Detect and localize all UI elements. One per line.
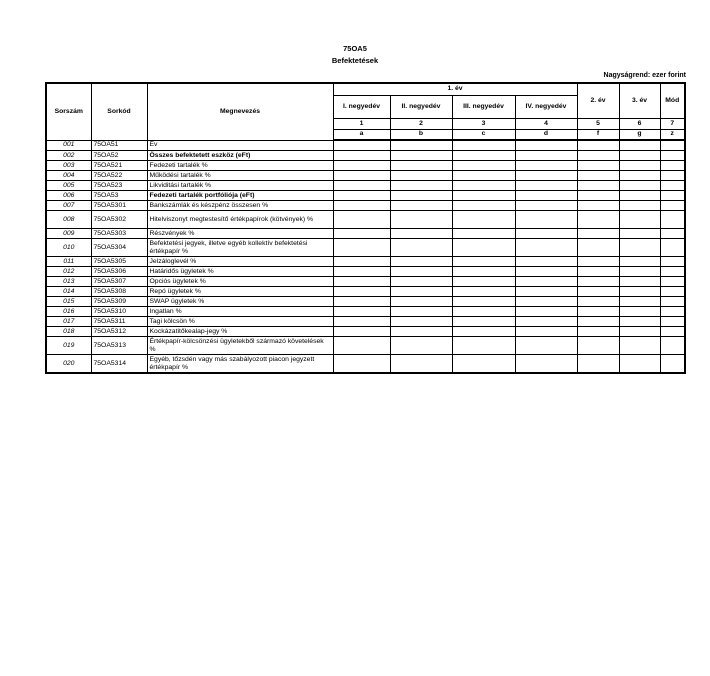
- value-cell[interactable]: [390, 277, 452, 287]
- row-code: 75OA521: [91, 161, 147, 171]
- value-cell[interactable]: [660, 171, 685, 181]
- value-cell[interactable]: [452, 211, 515, 229]
- value-cell[interactable]: [577, 201, 619, 211]
- value-cell[interactable]: [660, 317, 685, 327]
- table-row: [46, 337, 685, 355]
- value-cell[interactable]: [333, 307, 390, 317]
- value-cell[interactable]: [333, 161, 390, 171]
- table-row: [46, 257, 685, 267]
- value-cell[interactable]: [619, 211, 660, 229]
- col-number: 2: [390, 118, 452, 129]
- row-name: Jelzáloglevél %: [147, 257, 333, 267]
- value-cell[interactable]: [577, 239, 619, 257]
- row-number: 005: [46, 181, 91, 191]
- value-cell[interactable]: [390, 239, 452, 257]
- value-cell[interactable]: [619, 287, 660, 297]
- document-subtitle: Befektetések: [331, 56, 379, 65]
- row-number: 014: [46, 287, 91, 297]
- value-cell[interactable]: [515, 201, 577, 211]
- value-cell[interactable]: [390, 327, 452, 337]
- row-number: 004: [46, 171, 91, 181]
- header-q4: IV. negyedév: [515, 95, 577, 118]
- value-cell[interactable]: [577, 191, 619, 201]
- table-row: [46, 191, 685, 201]
- col-letter: d: [515, 129, 577, 140]
- value-cell[interactable]: [619, 171, 660, 181]
- value-cell[interactable]: [515, 297, 577, 307]
- table-row: [46, 267, 685, 277]
- value-cell[interactable]: [333, 267, 390, 277]
- value-cell[interactable]: [390, 257, 452, 267]
- row-code: 75OA53: [91, 191, 147, 201]
- value-cell[interactable]: [619, 337, 660, 355]
- row-number: 002: [46, 151, 91, 161]
- value-cell[interactable]: [452, 337, 515, 355]
- value-cell[interactable]: [515, 337, 577, 355]
- value-cell[interactable]: [452, 267, 515, 277]
- table-row: [46, 297, 685, 307]
- table-row: [46, 201, 685, 211]
- value-cell[interactable]: [619, 267, 660, 277]
- row-number: 009: [46, 229, 91, 239]
- value-cell[interactable]: [660, 161, 685, 171]
- value-cell[interactable]: [333, 191, 390, 201]
- row-code: 75OA5307: [91, 277, 147, 287]
- value-cell[interactable]: [333, 257, 390, 267]
- value-cell[interactable]: [660, 267, 685, 277]
- value-cell[interactable]: [577, 229, 619, 239]
- value-cell[interactable]: [577, 181, 619, 191]
- value-cell[interactable]: [390, 229, 452, 239]
- value-cell[interactable]: [619, 161, 660, 171]
- value-cell[interactable]: [515, 151, 577, 161]
- value-cell[interactable]: [390, 317, 452, 327]
- row-name: Bankszámlák és készpénz összesen %: [147, 201, 333, 211]
- col-letter: c: [452, 129, 515, 140]
- table-row: [46, 229, 685, 239]
- value-cell[interactable]: [390, 267, 452, 277]
- value-cell[interactable]: [577, 307, 619, 317]
- value-cell[interactable]: [390, 287, 452, 297]
- value-cell[interactable]: [333, 229, 390, 239]
- value-cell[interactable]: [619, 151, 660, 161]
- value-cell[interactable]: [452, 287, 515, 297]
- col-number: 1: [333, 118, 390, 129]
- row-name: Tagi kölcsön %: [147, 317, 333, 327]
- value-cell[interactable]: [390, 201, 452, 211]
- row-name: Ingatlan %: [147, 307, 333, 317]
- value-cell[interactable]: [660, 337, 685, 355]
- row-name: Fedezeti tartalék portfóliója (eFt): [147, 191, 333, 201]
- value-cell[interactable]: [619, 239, 660, 257]
- value-cell[interactable]: [660, 297, 685, 307]
- value-cell[interactable]: [577, 257, 619, 267]
- value-cell[interactable]: [390, 211, 452, 229]
- row-number: 007: [46, 201, 91, 211]
- row-code: 75OA5312: [91, 327, 147, 337]
- value-cell[interactable]: [333, 297, 390, 307]
- value-cell[interactable]: [452, 201, 515, 211]
- value-cell[interactable]: [577, 337, 619, 355]
- value-cell[interactable]: [452, 181, 515, 191]
- value-cell[interactable]: [515, 140, 577, 151]
- header-megnevezes: Megnevezés: [147, 83, 333, 140]
- report-table: [45, 82, 686, 374]
- value-cell[interactable]: [619, 307, 660, 317]
- row-name: Fedezeti tartalék %: [147, 161, 333, 171]
- value-cell[interactable]: [515, 355, 577, 374]
- value-cell[interactable]: [515, 257, 577, 267]
- table-row: [46, 181, 685, 191]
- value-cell[interactable]: [577, 287, 619, 297]
- table-row: [46, 277, 685, 287]
- table-row: [46, 171, 685, 181]
- row-name: Működési tartalék %: [147, 171, 333, 181]
- value-cell[interactable]: [452, 140, 515, 151]
- value-cell[interactable]: [452, 161, 515, 171]
- row-code: 75OA51: [91, 140, 147, 151]
- table-row: [46, 239, 685, 257]
- value-cell[interactable]: [515, 307, 577, 317]
- table-row: [46, 307, 685, 317]
- row-code: 75OA5309: [91, 297, 147, 307]
- value-cell[interactable]: [333, 287, 390, 297]
- value-cell[interactable]: [660, 277, 685, 287]
- row-number: 011: [46, 257, 91, 267]
- value-cell[interactable]: [390, 297, 452, 307]
- value-cell[interactable]: [333, 211, 390, 229]
- value-cell[interactable]: [390, 181, 452, 191]
- value-cell[interactable]: [619, 229, 660, 239]
- header-q3: III. negyedév: [452, 95, 515, 118]
- value-cell[interactable]: [515, 239, 577, 257]
- row-number: 019: [46, 337, 91, 355]
- value-cell[interactable]: [452, 297, 515, 307]
- value-cell[interactable]: [333, 181, 390, 191]
- unit-label: Nagyságrend: ezer forint: [603, 72, 686, 79]
- row-name: Részvények %: [147, 229, 333, 239]
- value-cell[interactable]: [660, 201, 685, 211]
- value-cell[interactable]: [390, 307, 452, 317]
- row-code: 75OA5302: [91, 211, 147, 229]
- value-cell[interactable]: [333, 317, 390, 327]
- row-name: Értékpapír-kölcsönzési ügyletekből származó követelések %: [147, 337, 333, 355]
- value-cell[interactable]: [452, 257, 515, 267]
- table-row: [46, 287, 685, 297]
- row-name: Befektetési jegyek, illetve egyéb kollektív befektetési értékpapír %: [147, 239, 333, 257]
- table-row: [46, 355, 685, 374]
- col-letter: z: [660, 129, 685, 140]
- value-cell[interactable]: [515, 171, 577, 181]
- value-cell[interactable]: [452, 277, 515, 287]
- value-cell[interactable]: [333, 151, 390, 161]
- value-cell[interactable]: [577, 327, 619, 337]
- value-cell[interactable]: [390, 161, 452, 171]
- col-number: 6: [619, 118, 660, 129]
- value-cell[interactable]: [452, 191, 515, 201]
- col-number: 7: [660, 118, 685, 129]
- row-number: 010: [46, 239, 91, 257]
- row-name: Egyéb, tőzsdén vagy más szabályozott piacon jegyzett értékpapír %: [147, 355, 333, 374]
- value-cell[interactable]: [515, 211, 577, 229]
- value-cell[interactable]: [619, 191, 660, 201]
- value-cell[interactable]: [515, 327, 577, 337]
- value-cell[interactable]: [577, 355, 619, 374]
- header-sorkod: Sorkód: [91, 83, 147, 140]
- table-row: [46, 161, 685, 171]
- value-cell[interactable]: [452, 229, 515, 239]
- document-code: 75OA5: [343, 44, 367, 53]
- header-q1: I. negyedév: [333, 95, 390, 118]
- row-name: Likviditási tartalék %: [147, 181, 333, 191]
- value-cell[interactable]: [390, 171, 452, 181]
- row-code: 75OA5306: [91, 267, 147, 277]
- col-letter: b: [390, 129, 452, 140]
- value-cell[interactable]: [333, 239, 390, 257]
- row-number: 016: [46, 307, 91, 317]
- header-year1: 1. év: [333, 83, 577, 95]
- row-name: Határidős ügyletek %: [147, 267, 333, 277]
- value-cell[interactable]: [619, 181, 660, 191]
- header-year2: 2. év: [577, 83, 619, 118]
- value-cell[interactable]: [577, 140, 619, 151]
- table-row: [46, 317, 685, 327]
- row-number: 006: [46, 191, 91, 201]
- value-cell[interactable]: [390, 355, 452, 374]
- value-cell[interactable]: [390, 191, 452, 201]
- value-cell[interactable]: [660, 151, 685, 161]
- header-q2: II. negyedév: [390, 95, 452, 118]
- row-code: 75OA5303: [91, 229, 147, 239]
- row-number: 017: [46, 317, 91, 327]
- value-cell[interactable]: [577, 151, 619, 161]
- value-cell[interactable]: [452, 327, 515, 337]
- row-code: 75OA5313: [91, 337, 147, 355]
- row-code: 75OA522: [91, 171, 147, 181]
- value-cell[interactable]: [390, 337, 452, 355]
- value-cell[interactable]: [333, 140, 390, 151]
- row-code: 75OA5304: [91, 239, 147, 257]
- value-cell[interactable]: [333, 277, 390, 287]
- value-cell[interactable]: [452, 317, 515, 327]
- row-name: SWAP ügyletek %: [147, 297, 333, 307]
- value-cell[interactable]: [577, 317, 619, 327]
- row-code: 75OA523: [91, 181, 147, 191]
- value-cell[interactable]: [515, 287, 577, 297]
- row-number: 003: [46, 161, 91, 171]
- value-cell[interactable]: [333, 355, 390, 374]
- row-name: Opciós ügyletek %: [147, 277, 333, 287]
- row-code: 75OA5310: [91, 307, 147, 317]
- row-code: 75OA5308: [91, 287, 147, 297]
- row-number: 018: [46, 327, 91, 337]
- value-cell[interactable]: [619, 277, 660, 287]
- value-cell[interactable]: [660, 307, 685, 317]
- value-cell[interactable]: [619, 327, 660, 337]
- value-cell[interactable]: [515, 191, 577, 201]
- value-cell[interactable]: [660, 191, 685, 201]
- value-cell[interactable]: [333, 201, 390, 211]
- row-code: 75OA5314: [91, 355, 147, 374]
- value-cell[interactable]: [619, 355, 660, 374]
- value-cell[interactable]: [577, 161, 619, 171]
- table-row: [46, 211, 685, 229]
- header-year3: 3. év: [619, 83, 660, 118]
- col-number: 5: [577, 118, 619, 129]
- value-cell[interactable]: [619, 317, 660, 327]
- value-cell[interactable]: [577, 171, 619, 181]
- row-code: 75OA5311: [91, 317, 147, 327]
- value-cell[interactable]: [660, 181, 685, 191]
- value-cell[interactable]: [390, 140, 452, 151]
- table-row: [46, 327, 685, 337]
- value-cell[interactable]: [333, 327, 390, 337]
- row-code: 75OA5305: [91, 257, 147, 267]
- row-name: Kockázatitőkealap-jegy %: [147, 327, 333, 337]
- value-cell[interactable]: [333, 171, 390, 181]
- value-cell[interactable]: [660, 327, 685, 337]
- value-cell[interactable]: [660, 355, 685, 374]
- value-cell[interactable]: [452, 239, 515, 257]
- value-cell[interactable]: [619, 257, 660, 267]
- value-cell[interactable]: [660, 229, 685, 239]
- row-number: 020: [46, 355, 91, 374]
- value-cell[interactable]: [660, 211, 685, 229]
- table-body: [46, 140, 685, 373]
- value-cell[interactable]: [660, 140, 685, 151]
- value-cell[interactable]: [452, 355, 515, 374]
- table-row: [46, 140, 685, 151]
- value-cell[interactable]: [515, 229, 577, 239]
- value-cell[interactable]: [619, 201, 660, 211]
- col-number: 4: [515, 118, 577, 129]
- value-cell[interactable]: [515, 161, 577, 171]
- table-row: [46, 151, 685, 161]
- row-name: Repó ügyletek %: [147, 287, 333, 297]
- col-letter: f: [577, 129, 619, 140]
- header-mod: Mód: [660, 83, 685, 118]
- value-cell[interactable]: [452, 307, 515, 317]
- row-name: Év: [147, 140, 333, 151]
- value-cell[interactable]: [660, 239, 685, 257]
- row-number: 001: [46, 140, 91, 151]
- row-name: Összes befektetett eszköz (eFt): [147, 151, 333, 161]
- value-cell[interactable]: [515, 277, 577, 287]
- col-number: 3: [452, 118, 515, 129]
- value-cell[interactable]: [452, 151, 515, 161]
- value-cell[interactable]: [452, 171, 515, 181]
- value-cell[interactable]: [577, 277, 619, 287]
- row-code: 75OA5301: [91, 201, 147, 211]
- row-name: Hitelviszonyt megtestesítő értékpapírok (kötvények) %: [147, 211, 333, 229]
- header-sorszam: Sorszám: [46, 83, 91, 140]
- row-number: 008: [46, 211, 91, 229]
- value-cell[interactable]: [390, 151, 452, 161]
- value-cell[interactable]: [577, 267, 619, 277]
- value-cell[interactable]: [333, 337, 390, 355]
- value-cell[interactable]: [577, 297, 619, 307]
- value-cell[interactable]: [515, 267, 577, 277]
- value-cell[interactable]: [660, 287, 685, 297]
- row-number: 012: [46, 267, 91, 277]
- row-number: 013: [46, 277, 91, 287]
- value-cell[interactable]: [619, 140, 660, 151]
- value-cell[interactable]: [515, 181, 577, 191]
- col-letter: g: [619, 129, 660, 140]
- value-cell[interactable]: [515, 317, 577, 327]
- row-code: 75OA52: [91, 151, 147, 161]
- value-cell[interactable]: [577, 211, 619, 229]
- value-cell[interactable]: [619, 297, 660, 307]
- value-cell[interactable]: [660, 257, 685, 267]
- col-letter: a: [333, 129, 390, 140]
- row-number: 015: [46, 297, 91, 307]
